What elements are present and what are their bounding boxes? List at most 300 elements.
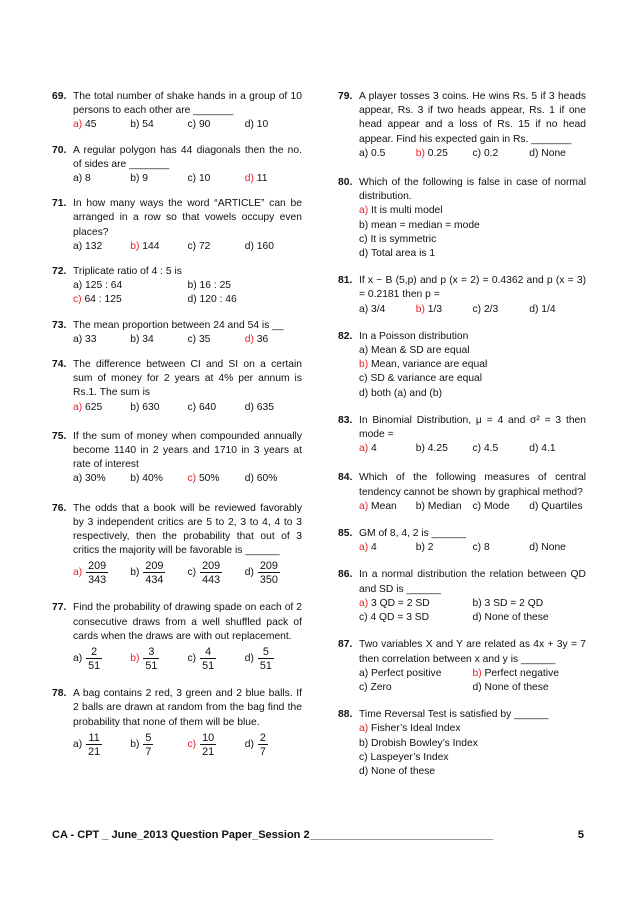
option-b: [473, 667, 587, 681]
option-d: [245, 118, 302, 132]
option-text: 11: [256, 173, 268, 185]
question-number: 71.: [52, 198, 67, 210]
option-label: d): [529, 542, 539, 554]
answer-label: a): [73, 119, 83, 131]
option-label: b): [187, 280, 197, 292]
answer-label: a): [359, 542, 369, 554]
option-text: 10: [256, 119, 269, 131]
option-b: [416, 147, 473, 161]
option-text: 50%: [198, 473, 220, 485]
fraction: [258, 732, 268, 758]
answer-label: b): [472, 667, 482, 679]
fraction: [200, 560, 222, 586]
option-text: Quartiles: [541, 500, 583, 512]
option-text: 120 : 46: [199, 294, 237, 306]
option-b: [416, 303, 473, 317]
option-label: d): [529, 500, 539, 512]
option-text: 16 : 25: [199, 280, 232, 292]
option-b: [130, 240, 187, 254]
option-a: [73, 472, 130, 486]
option-text: 132: [85, 240, 103, 252]
option-b: [473, 597, 587, 611]
option-text: 0.25: [427, 147, 448, 159]
option-text: 72: [198, 240, 211, 252]
numerator: 209: [259, 560, 278, 573]
option-b: [130, 172, 187, 186]
question-text: Find the probability of drawing spade on each of 2 consecutive draws from a well shuffled pack of cards when the draws are with out replacement.: [73, 602, 302, 642]
option-label: b): [359, 219, 369, 231]
option-label: d): [244, 401, 254, 413]
question-79: [338, 90, 586, 161]
option-label: b): [415, 443, 425, 455]
option-text: 4.25: [427, 443, 448, 455]
option-label: c): [472, 500, 482, 512]
option-text: 4.1: [541, 443, 556, 455]
fraction: [86, 732, 102, 758]
option-c: [188, 172, 245, 186]
option-a: [73, 730, 130, 760]
option-d: [245, 644, 302, 674]
fraction: [86, 560, 108, 586]
question-text: A player tosses 3 coins. He wins Rs. 5 if 3 heads appear, Rs. 3 if two heads appear, Rs. 1 if one head appear and a loss of Rs. 15 if no head appear. Find his expected gain in Rs. _______: [359, 91, 586, 145]
question-text: A bag contains 2 red, 3 green and 2 blue balls. If 2 balls are drawn at random from the bag find the probability that none of them will be blue.: [73, 688, 302, 728]
option-c: [188, 730, 245, 760]
answer-label: c): [187, 738, 197, 750]
answer-label: a): [359, 205, 369, 217]
option-d: [359, 387, 586, 401]
question-text: A regular polygon has 44 diagonals then the no. of sides are _______: [73, 144, 302, 170]
option-text: 60%: [256, 473, 278, 485]
option-text: It is symmetric: [370, 233, 437, 245]
option-label: d): [244, 652, 254, 664]
question-text: Time Reversal Test is satisfied by ______: [359, 709, 549, 721]
option-label: c): [359, 373, 368, 385]
fraction: [200, 646, 216, 672]
option-label: c): [472, 303, 482, 315]
numerator: 5: [145, 731, 152, 744]
options: [359, 147, 586, 161]
fraction: [200, 732, 216, 758]
options: [73, 644, 302, 674]
option-c: [188, 472, 245, 486]
option-label: a): [73, 280, 83, 292]
answer-label: b): [359, 359, 369, 371]
right-column: [338, 90, 586, 779]
option-label: d): [244, 473, 254, 485]
question-text: The total number of shake hands in a group of 10 persons to each other are _______: [73, 91, 302, 117]
option-a: [73, 279, 188, 293]
option-label: c): [472, 147, 482, 159]
option-text: 9: [142, 173, 149, 185]
option-c: [473, 147, 530, 161]
page-number: 5: [577, 829, 584, 841]
option-label: d): [359, 387, 369, 399]
option-c: [359, 681, 473, 695]
question-number: 73.: [52, 319, 67, 331]
option-b: [359, 219, 586, 233]
option-a: [359, 597, 473, 611]
option-text: 144: [142, 240, 160, 252]
option-label: d): [529, 303, 539, 315]
option-d: [473, 681, 587, 695]
question-88: [338, 708, 586, 779]
option-c: [188, 333, 245, 347]
denominator: 51: [88, 660, 101, 673]
option-text: 630: [142, 401, 160, 413]
question-text: In a normal distribution the relation between QD and SD is ______: [359, 569, 586, 595]
option-text: It is multi model: [371, 205, 443, 217]
option-a: [73, 118, 130, 132]
option-text: 2: [427, 542, 434, 554]
option-label: b): [130, 401, 140, 413]
option-b: [359, 358, 586, 372]
option-text: 160: [256, 240, 274, 252]
question-number: 83.: [338, 414, 353, 426]
options: [73, 401, 302, 415]
answer-label: c): [187, 473, 197, 485]
numerator: 5: [262, 646, 269, 659]
option-a: [359, 667, 473, 681]
option-label: a): [73, 240, 83, 252]
option-text: 3 QD = 2 SD: [371, 597, 430, 609]
denominator: 350: [259, 574, 278, 587]
option-text: 125 : 64: [85, 280, 123, 292]
option-text: Mean, variance are equal: [371, 359, 488, 371]
answer-label: a): [359, 723, 369, 735]
option-text: Mean & SD are equal: [371, 345, 470, 357]
option-label: c): [359, 681, 368, 693]
option-b: [359, 737, 586, 751]
option-label: d): [244, 240, 254, 252]
option-a: [359, 147, 416, 161]
option-c: [73, 293, 188, 307]
denominator: 7: [145, 745, 152, 758]
option-text: None of these: [371, 765, 436, 777]
fraction: [143, 646, 159, 672]
option-text: Total area is 1: [371, 248, 436, 260]
question-83: [338, 414, 586, 457]
question-72: [52, 265, 302, 308]
question-75: [52, 430, 302, 487]
option-d: [529, 303, 586, 317]
option-label: c): [359, 233, 368, 245]
question-number: 86.: [338, 569, 353, 581]
option-text: 4.5: [483, 443, 499, 455]
option-d: [359, 765, 586, 779]
denominator: 443: [202, 574, 221, 587]
option-text: None of these: [484, 612, 549, 624]
option-label: a): [359, 667, 369, 679]
option-c: [188, 558, 245, 588]
fraction: [143, 560, 165, 586]
numerator: 2: [91, 646, 98, 659]
question-82: [338, 330, 586, 401]
answer-label: d): [244, 333, 254, 345]
option-text: 1/4: [541, 303, 556, 315]
question-69: [52, 90, 302, 133]
question-text: In Binomial Distribution, μ = 4 and σ² = 3 then mode =: [359, 414, 586, 441]
option-c: [473, 541, 530, 555]
option-text: Zero: [370, 681, 392, 693]
option-label: d): [244, 119, 254, 131]
option-text: 45: [85, 119, 97, 131]
question-text: GM of 8, 4, 2 is ______: [359, 528, 467, 540]
option-label: b): [415, 542, 425, 554]
question-71: [52, 197, 302, 254]
question-number: 74.: [52, 359, 67, 371]
question-number: 84.: [338, 472, 353, 484]
question-text: If x ~ B (5,p) and p (x = 2) = 0.4362 and p (x = 3) = 0.2181 then p =: [359, 275, 586, 301]
options: [359, 442, 586, 456]
option-label: c): [187, 240, 197, 252]
option-a: [359, 442, 416, 456]
denominator: 434: [145, 574, 164, 587]
option-d: [529, 500, 586, 514]
option-text: 30%: [85, 473, 106, 485]
option-d: [529, 541, 586, 555]
numerator: 10: [202, 731, 215, 744]
option-d: [245, 558, 302, 588]
question-number: 69.: [52, 91, 67, 102]
option-text: 40%: [142, 473, 163, 485]
question-number: 70.: [52, 144, 67, 156]
option-text: 10: [198, 173, 211, 185]
question-85: [338, 527, 586, 555]
question-text: In how many ways the word “ARTICLE” can be arranged in a row so that vowels occupy even places?: [73, 198, 302, 238]
option-label: c): [187, 333, 197, 345]
question-86: [338, 568, 586, 625]
option-label: b): [130, 333, 140, 345]
answer-label: b): [130, 240, 140, 252]
option-c: [188, 644, 245, 674]
question-number: 72.: [52, 266, 67, 278]
option-c: [188, 118, 245, 132]
question-84: [338, 471, 586, 514]
answer-label: a): [73, 401, 83, 413]
option-label: a): [73, 473, 83, 485]
option-a: [359, 500, 416, 514]
option-a: [73, 644, 130, 674]
options: [359, 541, 586, 555]
option-c: [473, 500, 530, 514]
option-text: 625: [85, 401, 103, 413]
option-c: [473, 442, 530, 456]
question-text: The mean proportion between 24 and 54 is __: [73, 319, 284, 331]
option-d: [529, 442, 586, 456]
option-text: mean = median = mode: [371, 219, 480, 231]
option-a: [359, 303, 416, 317]
option-a: [359, 722, 586, 736]
question-number: 78.: [52, 688, 67, 700]
denominator: 343: [88, 574, 107, 587]
option-text: 34: [142, 333, 154, 345]
answer-label: b): [130, 652, 140, 664]
options: [73, 240, 302, 254]
option-text: 64 : 125: [84, 294, 122, 306]
option-label: c): [472, 443, 482, 455]
numerator: 3: [148, 646, 155, 659]
option-label: d): [187, 294, 197, 306]
option-label: a): [359, 345, 369, 357]
options: [359, 722, 586, 779]
option-text: 8: [483, 542, 490, 554]
option-a: [359, 344, 586, 358]
numerator: 11: [88, 731, 100, 744]
option-a: [73, 401, 130, 415]
left-column: [52, 90, 302, 760]
option-text: SD & variance are equal: [370, 373, 483, 385]
option-text: Perfect negative: [484, 667, 559, 679]
option-b: [416, 541, 473, 555]
answer-label: a): [359, 500, 369, 512]
question-number: 77.: [52, 602, 67, 614]
answer-label: b): [415, 147, 425, 159]
option-label: b): [130, 567, 140, 579]
question-text: The odds that a book will be reviewed favorably by 3 independent critics are 5 to 2, 3 to 4, 4 to 3 respectively, then the probability that out of 3 critics the majority will be favorable is ______: [73, 502, 302, 557]
options: [73, 279, 302, 307]
option-label: a): [359, 147, 369, 159]
denominator: 7: [259, 745, 266, 758]
answer-label: a): [73, 567, 83, 579]
option-c: [359, 611, 473, 625]
option-d: [245, 730, 302, 760]
answer-label: b): [415, 303, 425, 315]
option-label: c): [187, 567, 197, 579]
options: [359, 667, 586, 695]
option-a: [73, 558, 130, 588]
option-label: d): [472, 612, 482, 624]
option-text: 1/3: [427, 303, 443, 315]
option-label: d): [359, 248, 369, 260]
denominator: 51: [259, 660, 272, 673]
option-a: [73, 240, 130, 254]
fraction: [258, 560, 280, 586]
option-text: 54: [142, 119, 154, 131]
answer-label: d): [244, 173, 254, 185]
option-a: [73, 172, 130, 186]
option-label: b): [415, 500, 425, 512]
option-b: [416, 500, 473, 514]
option-b: [130, 333, 187, 347]
question-81: [338, 274, 586, 317]
option-text: 33: [85, 333, 97, 345]
question-text: In a Poisson distribution: [359, 330, 469, 342]
question-70: [52, 144, 302, 187]
question-73: [52, 319, 302, 347]
options: [73, 472, 302, 486]
answer-label: a): [359, 443, 369, 455]
question-number: 88.: [338, 709, 353, 721]
question-77: [52, 601, 302, 674]
question-text: Two variables X and Y are related as 4x + 3y = 7 then correlation between x and y is ______: [359, 639, 586, 665]
option-d: [529, 147, 586, 161]
option-b: [130, 472, 187, 486]
option-label: d): [472, 681, 482, 693]
question-number: 80.: [338, 177, 353, 189]
option-label: c): [359, 751, 368, 763]
question-76: [52, 502, 302, 589]
question-text: Triplicate ratio of 4 : 5 is: [73, 266, 182, 278]
option-b: [130, 401, 187, 415]
footer-title: CA - CPT _ June_2013 Question Paper_Session 2______________________________: [52, 829, 494, 841]
option-text: Drobish Bowley’s Index: [371, 737, 478, 749]
options: [359, 500, 586, 514]
option-text: 0.2: [483, 147, 499, 159]
question-number: 81.: [338, 275, 353, 287]
option-a: [73, 333, 130, 347]
options: [359, 303, 586, 317]
options: [359, 597, 586, 625]
option-text: 0.5: [371, 147, 386, 159]
option-label: b): [130, 119, 140, 131]
option-text: 8: [85, 173, 91, 185]
question-74: [52, 358, 302, 415]
option-label: c): [472, 542, 482, 554]
fraction: [258, 646, 274, 672]
option-label: d): [529, 147, 539, 159]
option-c: [188, 401, 245, 415]
option-text: 3/4: [371, 303, 386, 315]
numerator: 2: [259, 731, 266, 744]
option-text: 90: [198, 119, 211, 131]
options: [73, 118, 302, 132]
option-b: [130, 558, 187, 588]
option-label: a): [73, 652, 83, 664]
numerator: 209: [202, 560, 221, 573]
option-text: Perfect positive: [371, 667, 442, 679]
option-d: [245, 172, 302, 186]
option-label: d): [244, 567, 254, 579]
option-label: b): [472, 597, 482, 609]
option-text: Median: [427, 500, 462, 512]
option-d: [245, 240, 302, 254]
option-c: [359, 751, 586, 765]
option-text: Mode: [483, 500, 510, 512]
answer-label: c): [73, 294, 82, 306]
question-text: The difference between CI and SI on a certain sum of money for 2 years at 4% per annum is Rs.1. The sum is: [73, 359, 302, 399]
option-label: d): [359, 765, 369, 777]
option-b: [416, 442, 473, 456]
option-text: None: [541, 542, 566, 554]
numerator: 209: [88, 560, 107, 573]
option-d: [245, 333, 302, 347]
denominator: 51: [202, 660, 215, 673]
option-c: [359, 372, 586, 386]
option-text: both (a) and (b): [371, 387, 443, 399]
options: [359, 344, 586, 401]
numerator: 4: [205, 646, 212, 659]
numerator: 209: [145, 560, 164, 573]
option-b: [130, 118, 187, 132]
question-text: If the sum of money when compounded annually become 1140 in 2 years and 1710 in 3 years at rate of interest: [73, 430, 302, 471]
option-label: a): [359, 303, 369, 315]
option-text: 640: [198, 401, 217, 413]
option-c: [188, 240, 245, 254]
option-a: [359, 204, 586, 218]
option-text: 4: [371, 542, 377, 554]
option-label: b): [130, 473, 140, 485]
option-b: [130, 644, 187, 674]
option-a: [359, 541, 416, 555]
option-label: b): [130, 738, 140, 750]
option-label: a): [73, 738, 83, 750]
option-label: a): [73, 173, 83, 185]
option-b: [188, 279, 303, 293]
option-text: 3 SD = 2 QD: [484, 597, 544, 609]
denominator: 21: [202, 745, 215, 758]
question-78: [52, 687, 302, 760]
option-d: [245, 401, 302, 415]
